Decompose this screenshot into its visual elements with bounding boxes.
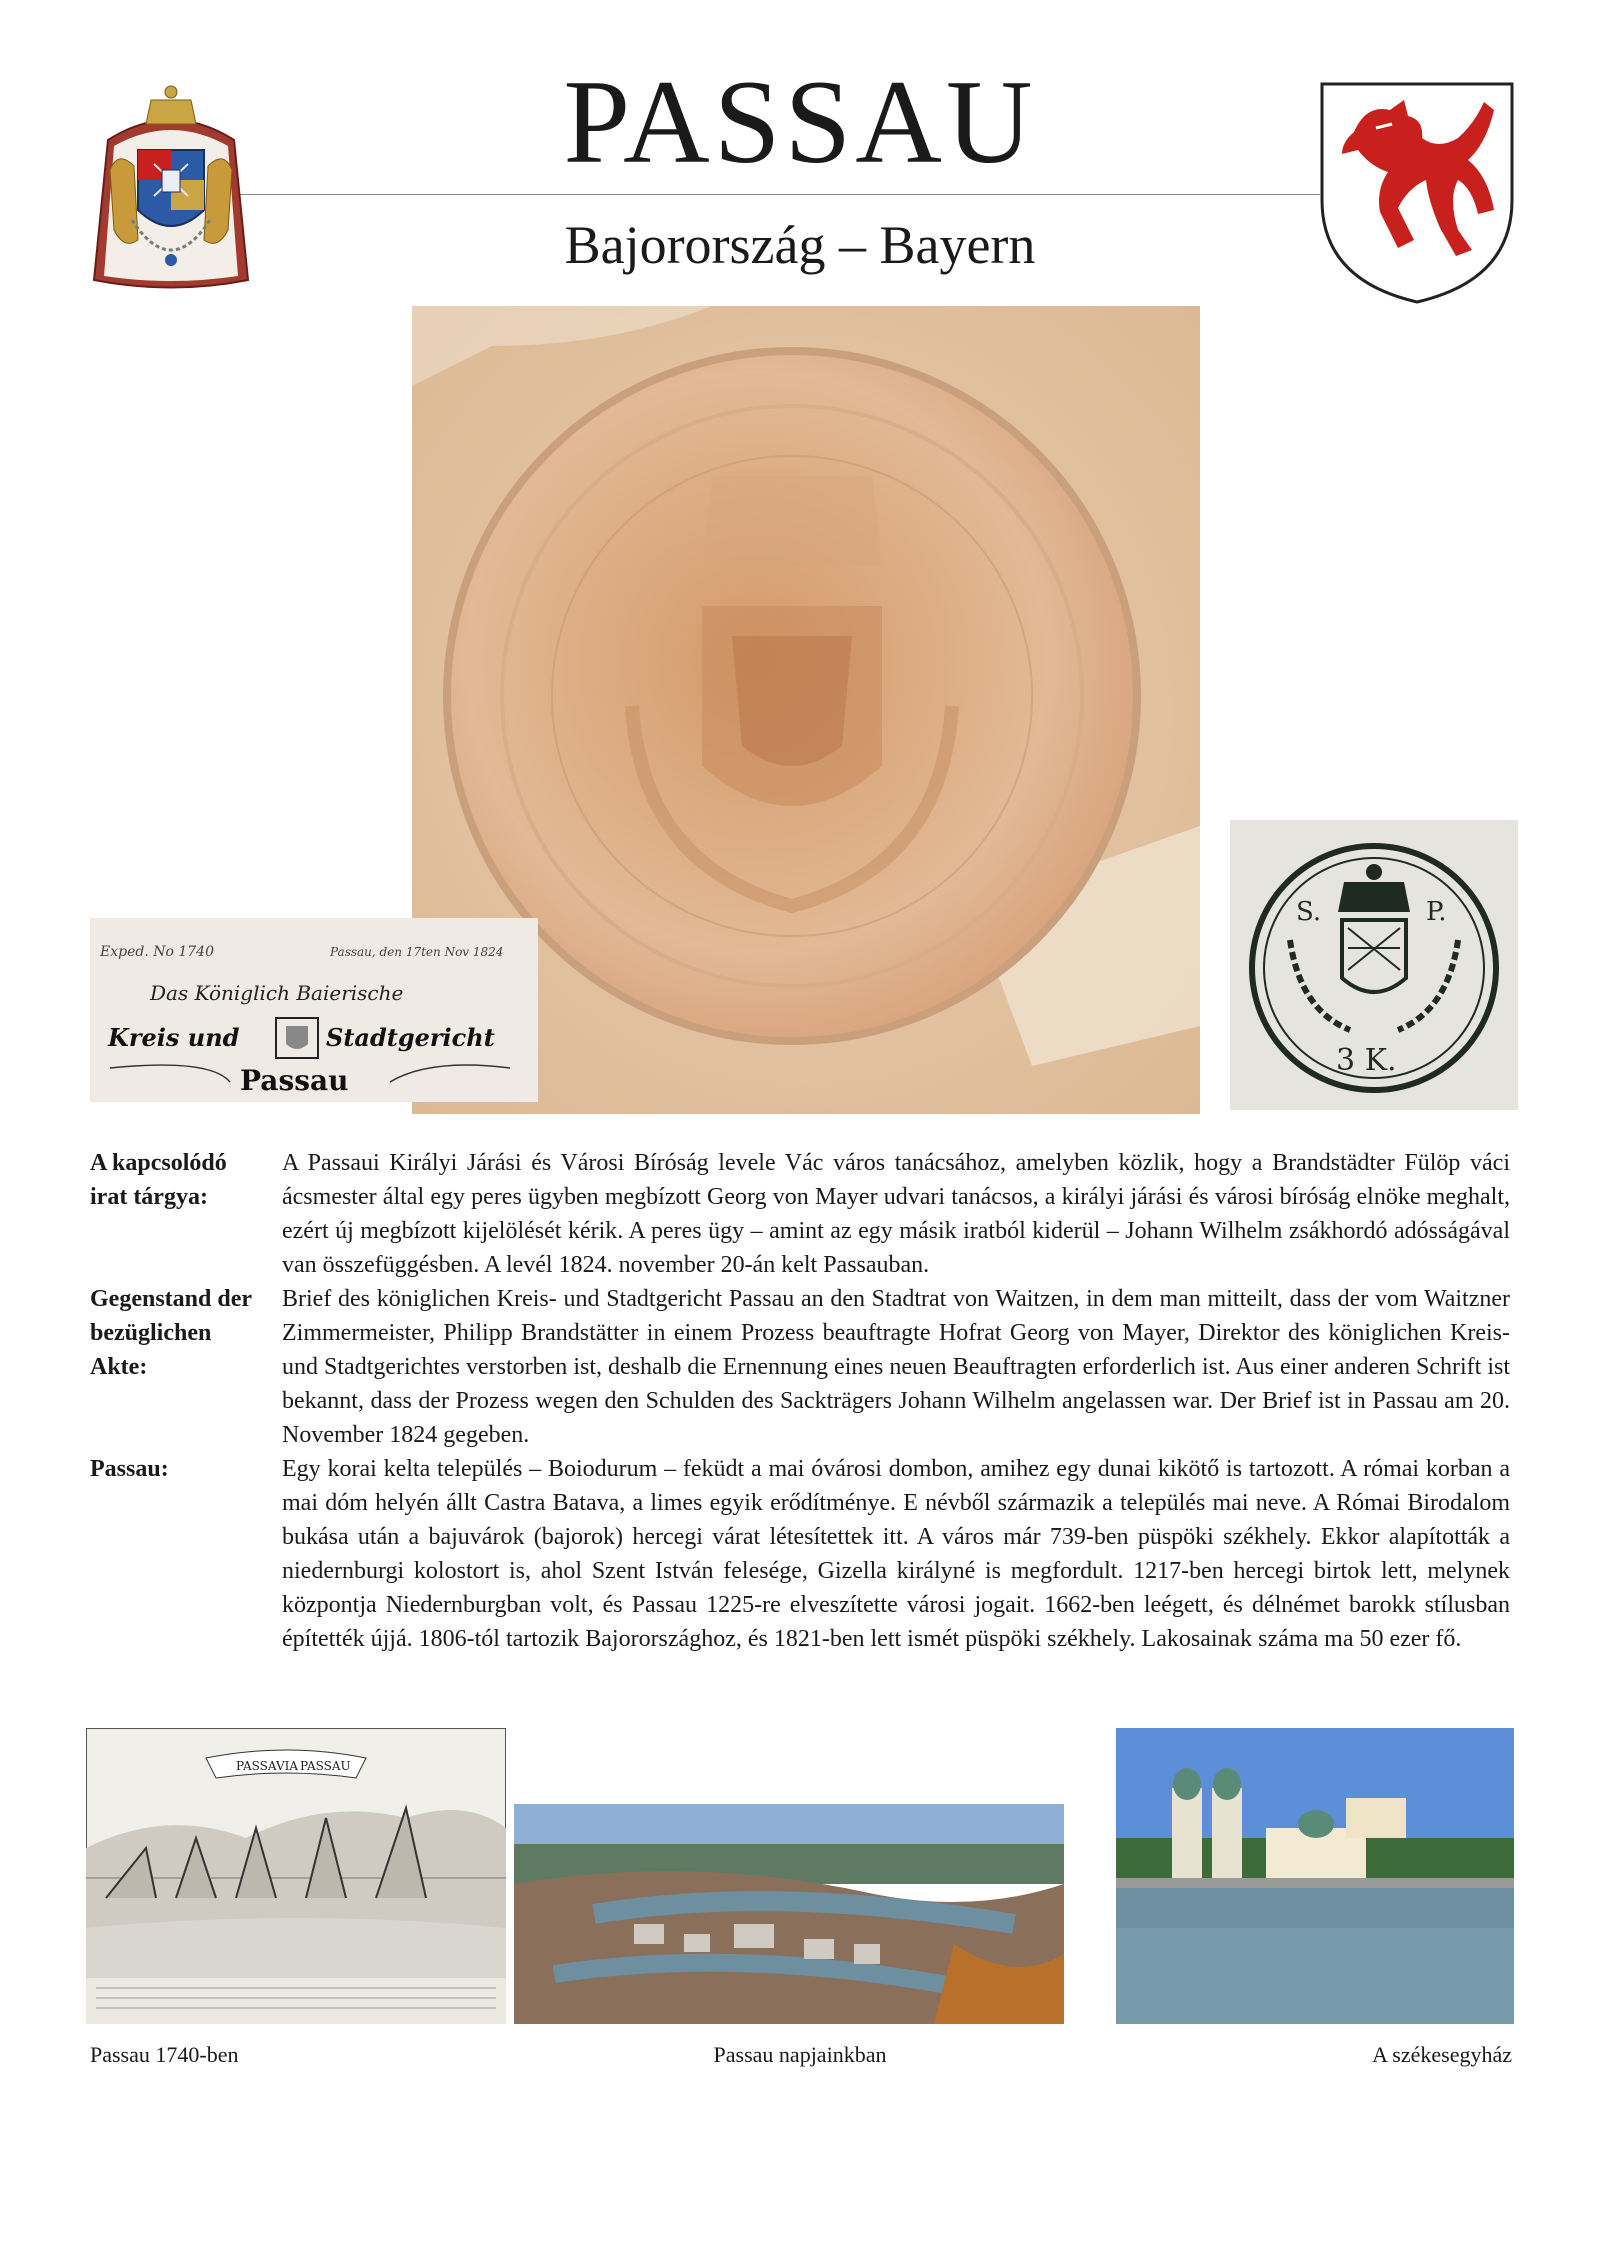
page-subtitle: Bajorország – Bayern <box>564 215 1036 275</box>
section-text-gegenstand: Brief des königlichen Kreis- und Stadtgericht Passau an den Stadtrat von Waitzen, in dem man mitteilt, dass der vom Waitzner Zimmermeister, Philipp Brandstätter in einem Prozess beauftragte Hofrat Georg von Mayer, Direktor des königlichen Kreis- und Stadtgerichtes verstorben ist, deshalb die Ernennung eines neuen Beauftragten erforderlich ist. Aus einer anderen Schrift ist bekannt, dass der Prozess wegen den Schulden des Sackträgers Johann Wilhelm angelassen war. Der Brief ist in Passau am 20. November 1824 gegeben. <box>282 1286 1510 1448</box>
caption-today: Passau napjainkban <box>713 2042 887 2067</box>
title-divider <box>220 194 1320 195</box>
letter-line-1: Das Königlich Baierische <box>150 981 404 1005</box>
letter-place-date: Passau, den 17ten Nov 1824 <box>330 945 504 959</box>
letter-line-3: Passau <box>240 1064 349 1097</box>
stamp-right-letter: P. <box>1426 897 1447 927</box>
stamp-left-letter: S. <box>1296 897 1322 927</box>
engraving-banner-label: PASSAVIA <box>236 1759 299 1773</box>
page-title: PASSAU <box>563 55 1037 188</box>
section-text-related-document: A Passaui Királyi Járási és Városi Bíróság levele Vác város tanácsához, amelyben közlik, hogy a Brandstädter Fülöp váci ácsmester által egy peres ügyben megbízott Georg von Mayer udvari tanácsos, a királyi járási és városi bíróság elnöke meghalt, ezért új megbízott kijelölését kérik. A peres ügy – amint az egy másik iratból kiderül – Johann Wilhelm zsákhordó adósságával van összefüggésben. A levél 1824. november 20-án kelt Passauban. <box>282 1150 1510 1278</box>
letter-header-image <box>90 918 538 1102</box>
cathedral-image <box>1116 1728 1514 2024</box>
caption-cathedral: A székesegyház <box>1372 2042 1512 2067</box>
section-label-related-document: A kapcsolódó irat tárgya: <box>90 1150 227 1210</box>
passau-today-image <box>514 1804 1064 2024</box>
bavaria-coat-of-arms-image <box>88 80 254 296</box>
section-label-gegenstand: Gegenstand der bezüglichen Akte: <box>90 1286 252 1380</box>
letter-line-2-left: Kreis und <box>108 1023 240 1052</box>
section-label-passau: Passau: <box>90 1456 169 1482</box>
section-text-passau: Egy korai kelta település – Boiodurum – feküdt a mai óvárosi dombon, amihez egy dunai kikötő is tartozott. A római korban a mai dóm helyén állt Castra Batava, a limes egyik erődítménye. E névből származik a település mai neve. A Római Birodalom bukása után a bajuvárok (bajorok) hercegi várat létesítettek itt. A város már 739-ben püspöki székhely. Ekkor alapították a niedernburgi kolostort is, ahol Szent István felesége, Gizella királyné is megfordult. 1217-ben hercegi birtok lett, melynek központja Niedernburgban volt, és Passau 1225-re elveszítette városi jogait. 1662-ben leégett, és délnémet barokk stílusban építették újjá. 1806-tól tartozik Bajorországhoz, és 1821-ben lett ismét püspöki székhely. Lakosainak száma ma 50 ezer fő. <box>282 1456 1510 1652</box>
passau-coat-of-arms-image <box>1318 80 1516 306</box>
ink-stamp-image <box>1230 820 1518 1110</box>
letter-line-2-right: Stadtgericht <box>326 1023 495 1052</box>
caption-1740: Passau 1740-ben <box>90 2042 239 2067</box>
engraving-1740-image <box>86 1728 506 2024</box>
engraving-banner-label-right: PASSAU <box>300 1759 351 1773</box>
letter-expedition-number: Exped. No 1740 <box>100 944 214 960</box>
stamp-bottom-text: 3 K. <box>1336 1043 1397 1078</box>
